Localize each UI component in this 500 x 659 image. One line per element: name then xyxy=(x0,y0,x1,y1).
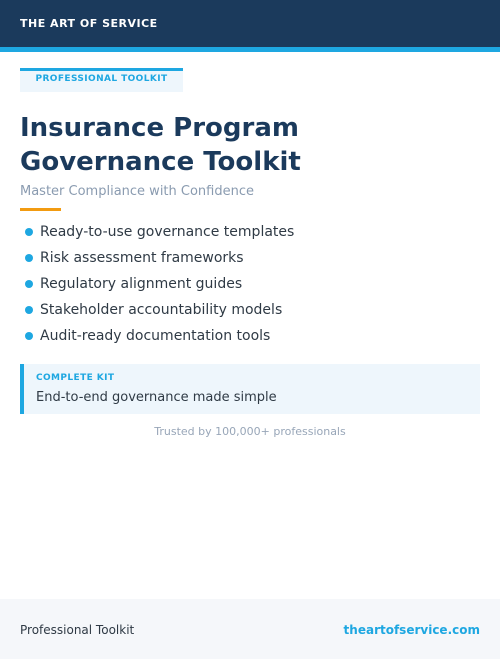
callout-kicker: COMPLETE KIT xyxy=(36,373,115,383)
trust-statement: Trusted by 100,000+ professionals xyxy=(154,425,346,438)
footer xyxy=(0,599,500,659)
top-accent-stripe xyxy=(0,47,500,52)
footer-website-link[interactable]: theartofservice.com xyxy=(343,623,480,637)
top-bar xyxy=(0,0,500,47)
complete-kit-callout xyxy=(20,364,480,414)
page-title xyxy=(20,111,480,179)
page-title-line-2: Governance Toolkit xyxy=(20,147,301,177)
title-divider xyxy=(20,208,61,211)
feature-item-label: Audit-ready documentation tools xyxy=(40,328,271,344)
feature-item xyxy=(20,274,480,300)
page-subtitle: Master Compliance with Confidence xyxy=(20,184,254,199)
feature-item xyxy=(20,326,480,352)
feature-item xyxy=(20,222,480,248)
footer-label: Professional Toolkit xyxy=(20,623,135,637)
feature-item-label: Risk assessment frameworks xyxy=(40,250,244,266)
feature-item-label: Ready-to-use governance templates xyxy=(40,224,295,240)
bullet-dot-icon xyxy=(25,280,33,288)
feature-item-label: Stakeholder accountability models xyxy=(40,302,283,318)
brand-name: THE ART OF SERVICE xyxy=(20,17,158,30)
feature-item-label: Regulatory alignment guides xyxy=(40,276,243,292)
feature-item xyxy=(20,248,480,274)
callout-body: End-to-end governance made simple xyxy=(36,390,277,405)
feature-item xyxy=(20,300,480,326)
bullet-dot-icon xyxy=(25,228,33,236)
feature-list xyxy=(20,222,480,352)
bullet-dot-icon xyxy=(25,332,33,340)
bullet-dot-icon xyxy=(25,306,33,314)
page-title-line-1: Insurance Program xyxy=(20,113,299,143)
category-badge xyxy=(20,68,183,92)
category-badge-label: PROFESSIONAL TOOLKIT xyxy=(35,74,168,84)
bullet-dot-icon xyxy=(25,254,33,262)
